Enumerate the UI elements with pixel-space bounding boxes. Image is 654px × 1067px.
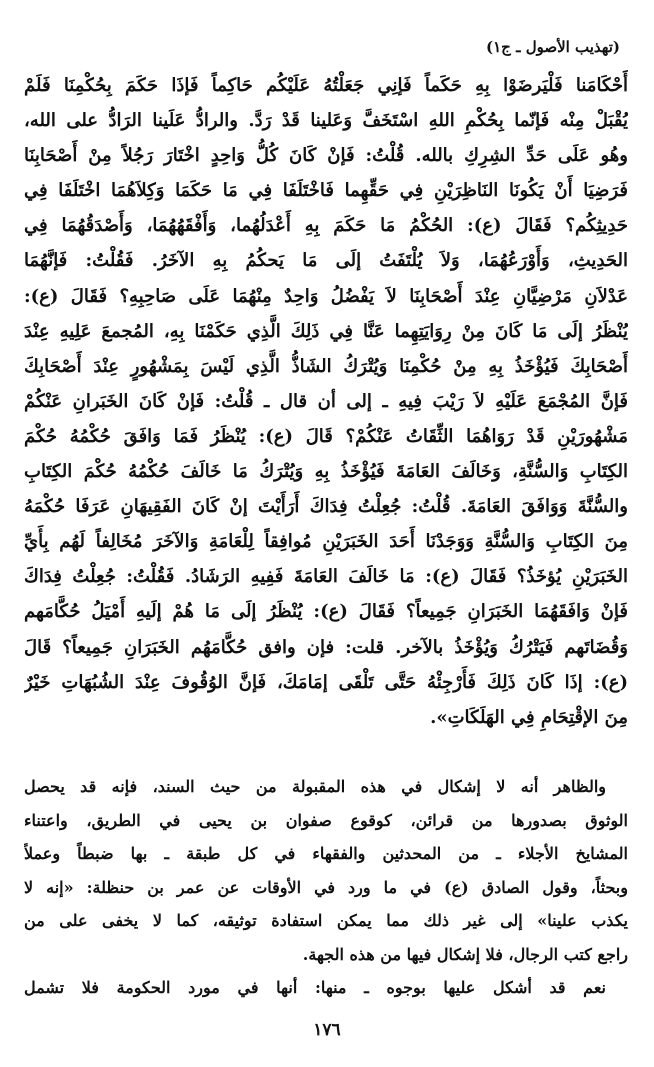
hadith-line: وهُو عَلَى حَدِّ الشِرِكِ بالله. قُلْتُ: فَإنْ كَانَ كُلُّ وَاحِدٍ اخْتَارَ رَجُلاً مِنْ أَصْحَابِنَا: [24, 145, 628, 167]
hadith-line: يُنْظَرُ إلَى مَا كَانَ مِنْ رِوَايَتِهِما عَنَّا فِي ذَلِكَ الَّذِي حَكَمْنَا بِهِ، المُجمعَ عَلِيهِ عِنْدَ: [24, 320, 628, 342]
hadith-line: الحَدِيثِ، وَأَوْرَعُهُمَا، وَلاَ يُلْتَفَتُ إلَى مَا يَحكُمُ بِهِ الآخَرُ. فَقُلْتُ: فَإنَّهُمَا: [24, 250, 628, 272]
commentary-line: نعم قد أشكل عليها بوجوه ـ منها: أنها في مورد الحكومة فلا تشمل: [24, 978, 606, 997]
hadith-line: مِنَ الكِتَابِ وَالسُّنَّةِ وَوَجَدْنَا أَحَدَ الخَبَرَيْنِ مُوافِقاً لِلْعَامَةِ وَالآخَرَ مُخَالِفاً لَهُم بِأَيِّ: [24, 531, 628, 553]
hadith-quotation: [24, 68, 628, 735]
hadith-line: مَشْهُورَيْنِ قَدْ رَوَاهُمَا الثِّقَاتُ عَنْكُمْ؟ قَالَ (ع): يُنْظَرُ فَمَا وَافَقَ حُكْمُهُ حُكْمَ: [24, 425, 628, 447]
hadith-line: مِنَ الإقْتِحَامِ فِي الهَلَكَاتِ».: [430, 706, 628, 728]
hadith-line: أَحْكَامَنا فَلْيَرضَوْا بِهِ حَكَماً فَإنِي جَعَلْتُهُ عَلَيْكُم حَاكِماً فَإذَا حَكَمَ بِحُكْمِنَا فَلَمْ: [24, 75, 628, 96]
hadith-line: (ع): إذَا كَانَ ذَلِكَ فَأَرْجِئْهُ حَتَّى تَلْقَى إمَامَكَ، فَإنَّ الوُقُوفَ عِنْدَ الشُبُهَاتِ خَيْرٌ: [24, 671, 628, 693]
running-header: (تهذيب الأصول ـ ج١): [486, 38, 620, 56]
commentary-line: وبحثاً، وقول الصادق (ع) في ما ورد في الأوقات عن عمر بن حنظلة: «إنه لا: [24, 877, 628, 897]
commentary-line: الوثوق بصدورها من قرائن، كوقوع صفوان بن يحيى في الطريق، واعتناء: [24, 810, 628, 830]
commentary-line: راجع كتب الرجال، فلا إشكال فيها من هذه الجهة.: [302, 944, 628, 964]
commentary-line: والظاهر أنه لا إشكال في هذه المقبولة من حيث السند، فإنه قد يحصل: [24, 777, 606, 796]
hadith-line: يُقْبَلْ مِنْه فَإنّما بِحُكْمِ اللهِ اسْتَخَفَّ وَعَلينا قَدْ رَدَّ. والرادُّ عَلَينا الرَادُّ على الله،: [24, 110, 628, 132]
hadith-line: فَرَضِيَا أَنْ يَكُونَا النَاظِرَيْنِ فِي حَقِّهِما فَاخْتَلَفَا فِي مَا حَكَمَا وَكِلاَهُمَا اخْتَلَفَا فِي: [24, 180, 628, 202]
hadith-line: أَصْحَابِكَ فَيُؤْخَذُ بِهِ مِنْ حُكْمِنَا وَيُتْرَكُ الشَاذُّ الَّذِي لَيْسَ بِمَشْهُورٍ عِنْدَ أَصْحَابِكَ: [24, 355, 628, 377]
hadith-line: فَإنْ وَافَقَهُمَا الخَبَرَانِ جَمِيعاً؟ فَقَالَ (ع): يُنْظَرُ إلَى مَا هُمْ إلَيهِ أَمْيَلُ حُكَّامَهم: [24, 601, 628, 623]
hadith-line: عَدْلاَنِ مَرْضِيَّانِ عِنْدَ أَصْحَابِنَا لاَ يَفْضُلُ وَاحِدٌ مِنْهُمَا عَلَى صَاحِبِهِ؟ فَقَالَ (ع):: [24, 285, 628, 307]
hadith-line: الخَبَرَيْنِ يُؤخَذُ؟ فَقَالَ (ع): مَا خَالَفَ العَامَةَ فَفِيهِ الرَشَادُ. فَقُلْتُ: جُعِلْتُ فِدَاكَ: [24, 566, 628, 588]
hadith-line: الكِتَابِ وَالسُّنَّةِ، وَخَالَفَ العَامَةَ فَيُؤْخَذُ بِهِ وَيُتْرَكُ مَا خَالَفَ حُكْمُهُ حُكْمَ الكِتَابِ: [24, 461, 628, 483]
hadith-line: والسُّنَّةَ وَوَافَقَ العَامَةَ. قُلْتُ: جُعِلْتُ فِدَاكَ أَرَأَيْتَ إنْ كَانَ الفَقِيهَانِ عَرَفَا حُكْمَهُ: [24, 496, 628, 518]
commentary-line: يكذب علينا» إلى غير ذلك مما يمكن استفادة توثيقه، كما لا يخفى على من: [24, 911, 628, 930]
commentary-line: المشايخ الأجلاء ـ من المحدثين والفقهاء في كل طبقة ـ بها ضبطاً وعملاً: [24, 844, 628, 863]
hadith-line: وَقُضَاتَهم فَيَتْرُكُ وَيُؤْخَذُ بالآخر. قلت: فإن وافق حُكَّامَهُم الخَبَرَانِ جَمِيعاً؟ قَالَ: [24, 636, 628, 658]
hadith-line: حَدِيثِكُم؟ فَقَالَ (ع): الحُكْمُ مَا حَكَمَ بِهِ أَعْدَلُهُما، وَأَفْقَهُهُمَا، وَأَصْدَقُهُمَا فِي: [24, 215, 628, 237]
commentary-paragraphs: [24, 770, 628, 1005]
hadith-line: فَإنَّ المُجْمَعَ عَلَيْهِ لاَ رَيْبَ فِيهِ ـ إلى أن قال ـ قُلْتُ: فَإنْ كَانَ الخَبَرانِ عَنْكُمْ: [24, 390, 628, 412]
page-number: ١٧٦: [313, 1020, 341, 1040]
